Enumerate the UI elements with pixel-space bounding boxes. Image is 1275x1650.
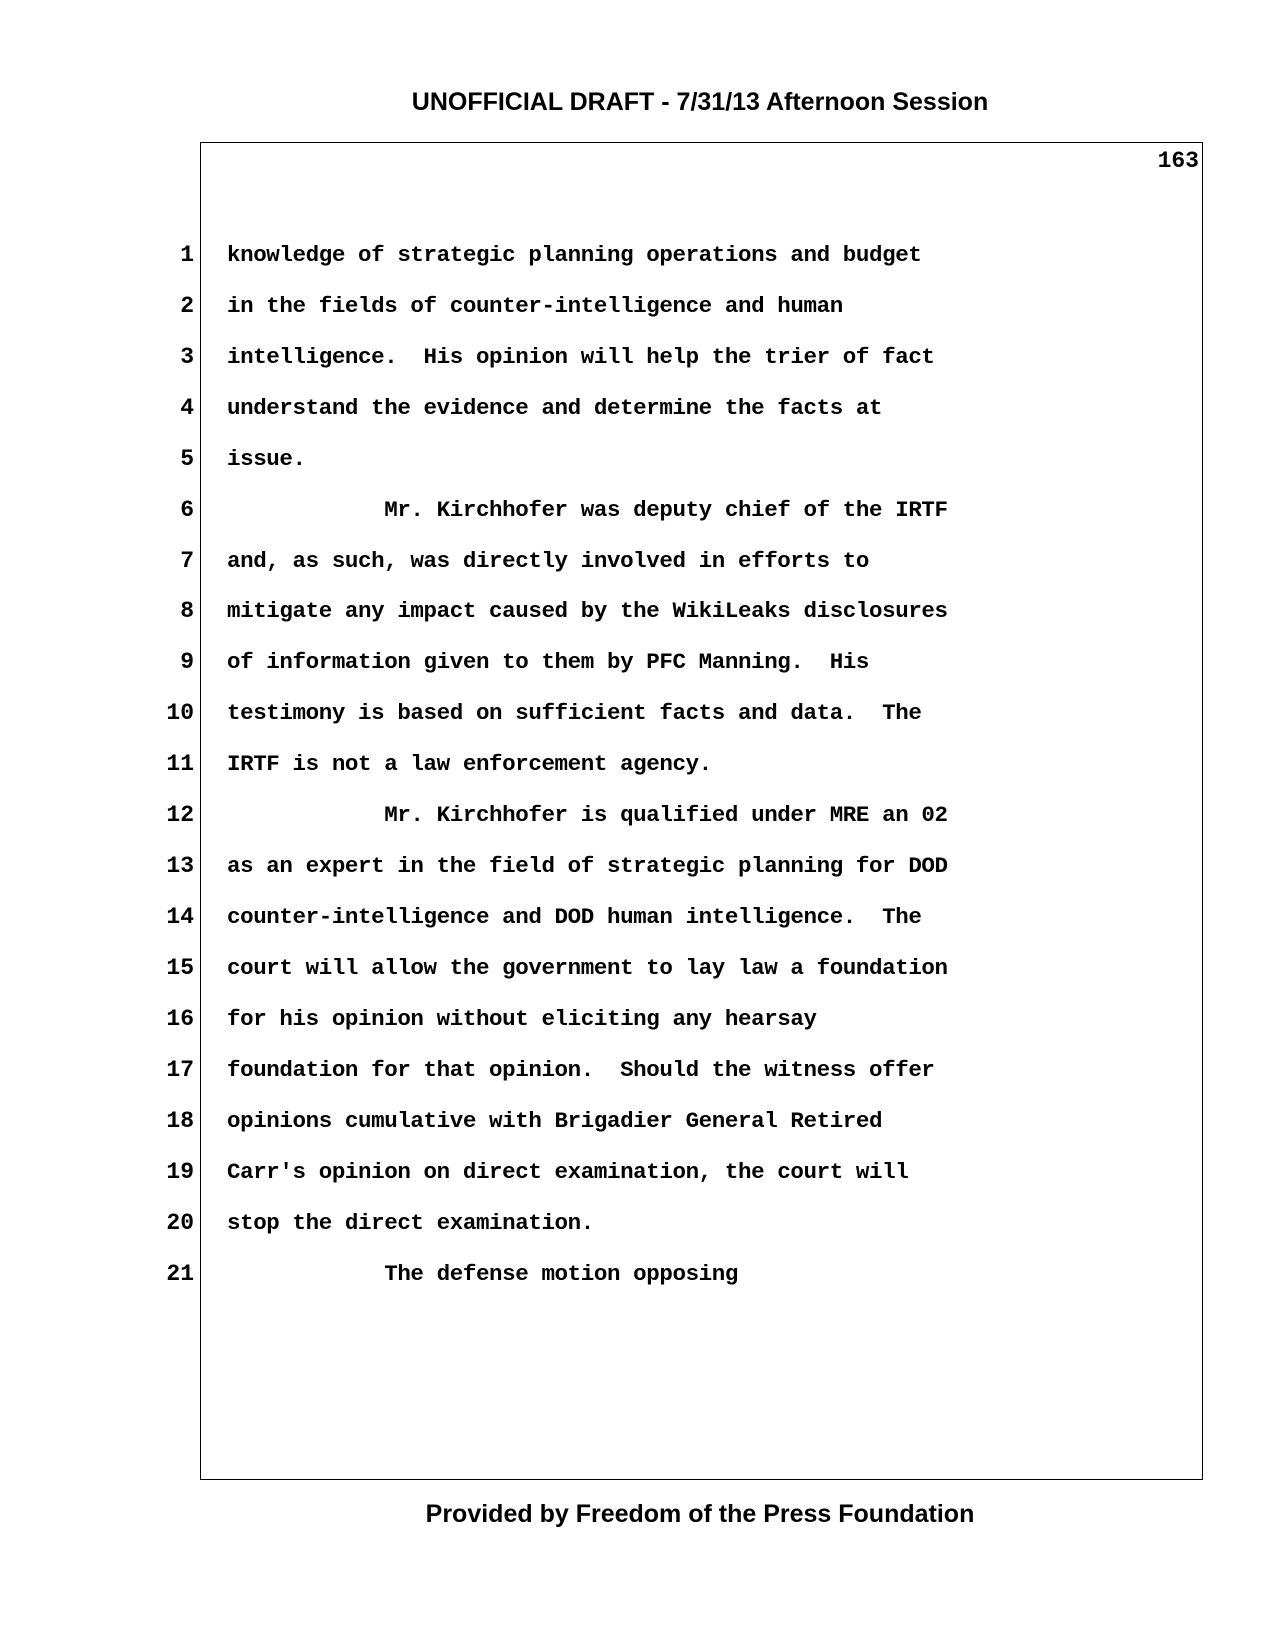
line-number: 2 — [180, 293, 194, 319]
line-text: foundation for that opinion. Should the witness offer — [227, 1057, 935, 1083]
transcript-line — [0, 444, 1275, 474]
line-number: 9 — [180, 649, 194, 675]
transcript-line — [0, 902, 1275, 932]
line-text: IRTF is not a law enforcement agency. — [227, 751, 712, 777]
transcript-line — [0, 546, 1275, 576]
line-number: 21 — [166, 1261, 194, 1287]
line-text: as an expert in the field of strategic planning for DOD — [227, 853, 948, 879]
line-number: 5 — [180, 446, 194, 472]
line-text: counter-intelligence and DOD human intelligence. The — [227, 904, 922, 930]
line-number: 18 — [166, 1108, 194, 1134]
line-number: 16 — [166, 1006, 194, 1032]
page-footer-credit: Provided by Freedom of the Press Foundation — [425, 1500, 975, 1528]
transcript-line — [0, 1106, 1275, 1136]
line-number: 17 — [166, 1057, 194, 1083]
transcript-line — [0, 1259, 1275, 1289]
line-text: knowledge of strategic planning operations and budget — [227, 242, 922, 268]
line-text: understand the evidence and determine the facts at — [227, 395, 883, 421]
transcript-line — [0, 698, 1275, 728]
transcript-line — [0, 1157, 1275, 1187]
line-text: and, as such, was directly involved in efforts to — [227, 548, 870, 574]
transcript-line — [0, 393, 1275, 423]
line-number: 7 — [180, 548, 194, 574]
line-text: mitigate any impact caused by the WikiLeaks disclosures — [227, 598, 948, 624]
line-number: 12 — [166, 802, 194, 828]
line-number: 10 — [166, 700, 194, 726]
line-number: 19 — [166, 1159, 194, 1185]
line-number: 1 — [180, 242, 194, 268]
transcript-line — [0, 291, 1275, 321]
line-number: 8 — [180, 598, 194, 624]
line-text: opinions cumulative with Brigadier General Retired — [227, 1108, 883, 1134]
line-text: Mr. Kirchhofer is qualified under MRE an 02 — [227, 802, 948, 828]
line-text: court will allow the government to lay law a foundation — [227, 955, 948, 981]
transcript-line — [0, 1208, 1275, 1238]
line-text: stop the direct examination. — [227, 1210, 594, 1236]
transcript-line — [0, 953, 1275, 983]
line-text: of information given to them by PFC Manning. His — [227, 649, 870, 675]
line-number: 4 — [180, 395, 194, 421]
line-number: 13 — [166, 853, 194, 879]
line-number: 3 — [180, 344, 194, 370]
transcript-line — [0, 495, 1275, 525]
page-number: 163 — [1157, 148, 1199, 174]
line-text: for his opinion without eliciting any hearsay — [227, 1006, 817, 1032]
line-text: in the fields of counter-intelligence and human — [227, 293, 843, 319]
transcript-line — [0, 749, 1275, 779]
line-text: Carr's opinion on direct examination, the court will — [227, 1159, 909, 1185]
transcript-line — [0, 596, 1275, 626]
line-number: 20 — [166, 1210, 194, 1236]
line-number: 11 — [166, 751, 194, 777]
line-text: The defense motion opposing — [227, 1261, 738, 1287]
line-number: 6 — [180, 497, 194, 523]
transcript-line — [0, 800, 1275, 830]
transcript-line — [0, 342, 1275, 372]
transcript-line — [0, 647, 1275, 677]
transcript-line — [0, 1055, 1275, 1085]
transcript-line — [0, 1004, 1275, 1034]
line-number: 14 — [166, 904, 194, 930]
transcript-line — [0, 851, 1275, 881]
line-text: testimony is based on sufficient facts and data. The — [227, 700, 922, 726]
line-text: issue. — [227, 446, 306, 472]
line-text: Mr. Kirchhofer was deputy chief of the IRTF — [227, 497, 948, 523]
page-header-title: UNOFFICIAL DRAFT - 7/31/13 Afternoon Session — [411, 88, 989, 116]
line-number: 15 — [166, 955, 194, 981]
transcript-line — [0, 240, 1275, 270]
line-text: intelligence. His opinion will help the trier of fact — [227, 344, 935, 370]
